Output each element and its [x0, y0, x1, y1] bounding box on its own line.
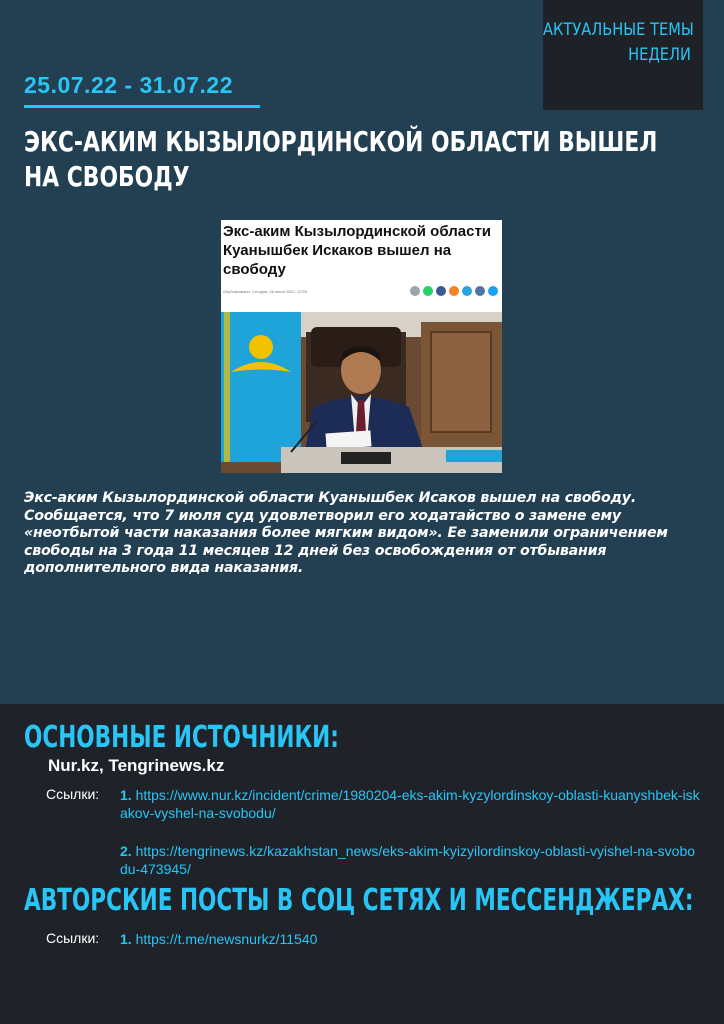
badge-line-2: НЕДЕЛИ — [628, 45, 691, 65]
news-screenshot — [221, 220, 502, 473]
source-link-1[interactable] — [120, 786, 700, 822]
link-icon — [410, 286, 420, 296]
lead-paragraph: Экс-аким Кызылординской области Куанышбек Исаков вышел на свободу. Сообщается, что 7 июля суд удовлетворил его ходатайство о замене ему «неотбытой части наказания более мягким видом». Ее заменили ограничением свободы на 3 года 11 месяцев 12 дней без освобождения от отбывания дополнительного вида наказания. — [24, 490, 668, 576]
card-meta: Опубликовано: Сегодня, 26 июля 2022, 12:55 — [223, 289, 307, 294]
vk-icon — [475, 286, 485, 296]
whatsapp-icon — [423, 286, 433, 296]
badge-line-1: АКТУАЛЬНЫЕ ТЕМЫ — [543, 20, 694, 40]
link-number: 1. — [120, 787, 132, 803]
headline: ЭКС-АКИМ КЫЗЫЛОРДИНСКОЙ ОБЛАСТИ ВЫШЕЛ НА СВОБОДУ — [24, 125, 658, 193]
link-url[interactable]: https://www.nur.kz/incident/crime/1980204-eks-akim-kyzylordinskoy-oblasti-kuanyshbek-iskakov-vyshel-na-svobodu/ — [120, 787, 700, 821]
card-title: Экс-аким Кызылординской области Куанышбек Искаков вышел на свободу — [223, 223, 492, 278]
posts-links-label: Ссылки: — [46, 930, 100, 946]
odnoklassniki-icon — [449, 286, 459, 296]
sources-links-label: Ссылки: — [46, 786, 100, 802]
link-url[interactable]: https://tengrinews.kz/kazakhstan_news/eks-akim-kyizyilordinskoy-oblasti-vyishel-na-svobodu-473945/ — [120, 843, 696, 877]
link-number: 2. — [120, 843, 132, 859]
link-number: 1. — [120, 931, 132, 947]
facebook-icon — [436, 286, 446, 296]
date-underline — [24, 105, 260, 108]
sources-heading: ОСНОВНЫЕ ИСТОЧНИКИ: — [24, 720, 339, 755]
source-link-2[interactable] — [120, 842, 700, 878]
sources-names: Nur.kz, Tengrinews.kz — [48, 756, 225, 775]
posts-heading: АВТОРСКИЕ ПОСТЫ В СОЦ СЕТЯХ И МЕССЕНДЖЕРАХ: — [24, 883, 694, 918]
share-icons — [410, 286, 498, 296]
post-link-1[interactable] — [120, 930, 700, 948]
telegram-icon — [462, 286, 472, 296]
topic-badge — [543, 0, 703, 110]
date-range: 25.07.22 - 31.07.22 — [24, 72, 233, 98]
official-photo — [221, 312, 502, 473]
link-url[interactable]: https://t.me/newsnurkz/11540 — [135, 931, 318, 947]
twitter-icon — [488, 286, 498, 296]
